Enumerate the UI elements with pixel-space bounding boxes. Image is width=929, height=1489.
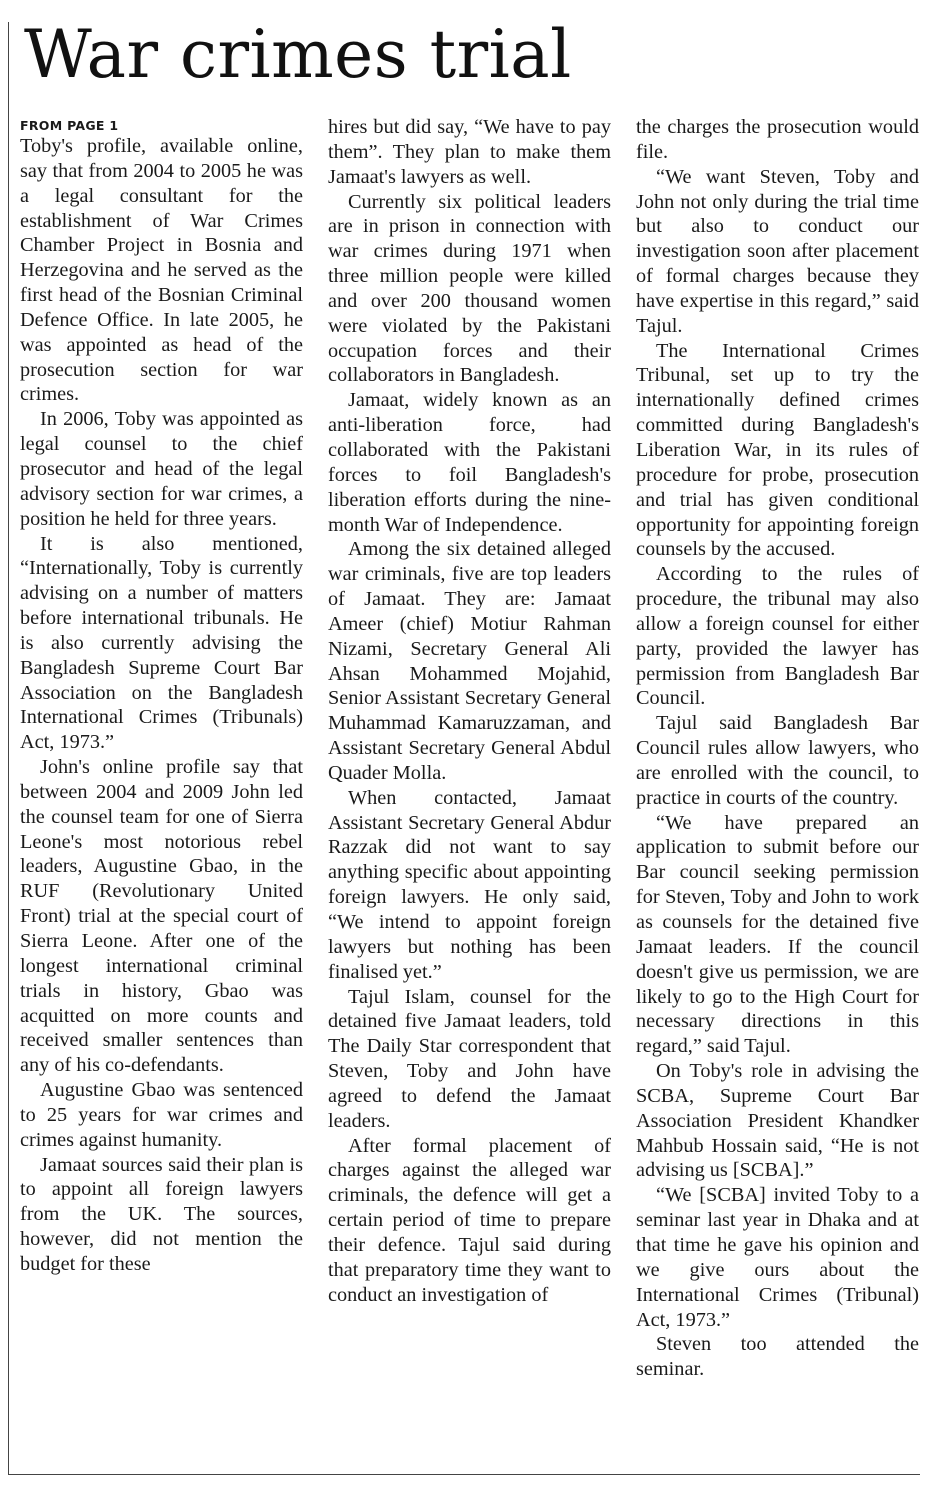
paragraph: Toby's profile, available online, say that from 2004 to 2005 he was a legal consultant for the establishment of War Crimes Chamber Project in Bosnia and Herzegovina and he served as the first head of the Bosnian Criminal Defence Office. In late 2005, he was appointed as head of the prosecution section for war crimes. — [20, 135, 303, 406]
paragraph: The International Crimes Tribunal, set up to try the internationally defined crimes committed during Bangladesh's Liberation War, in its rules of procedure for probe, prosecution and trial has given conditional opportunity for appointing foreign counsels by the accused. — [636, 339, 919, 561]
paragraph: After formal placement of charges against the alleged war criminals, the defence will get a certain period of time to prepare their defence. Tajul said during that preparatory time they want to conduct an investigation of — [328, 1134, 611, 1306]
paragraph: It is also mentioned, “Internationally, Toby is currently advising on a number of matters before international tribunals. He is also currently advising the Bangladesh Supreme Court Bar Association on the Bangladesh International Crimes (Tribunals) Act, 1973.” — [20, 532, 303, 754]
paragraph: Augustine Gbao was sentenced to 25 years for war crimes and crimes against humanity. — [20, 1079, 303, 1151]
paragraph: Steven too attended the seminar. — [636, 1333, 919, 1381]
paragraph: Tajul said Bangladesh Bar Council rules allow lawyers, who are enrolled with the council, to practice in courts of the country. — [636, 712, 919, 809]
paragraph: “We [SCBA] invited Toby to a seminar last year in Dhaka and at that time he gave his opinion and we give ours about the International Crimes (Tribunal) Act, 1973.” — [636, 1184, 919, 1331]
article-column-1 — [20, 114, 303, 1472]
paragraph: “We have prepared an application to submit before our Bar council seeking permission for Steven, Toby and John to work as counsels for the detained five Jamaat leaders. If the council doesn't give us permission, we are likely to go to the High Court for necessary directions in this regard,” said Tajul. — [636, 811, 919, 1058]
paragraph: “We want Steven, Toby and John not only during the trial time but also to conduct our investigation soon after placement of formal charges because they have expertise in this regard,” said Tajul. — [636, 165, 919, 337]
headline: War crimes trial — [24, 16, 572, 93]
paragraph: In 2006, Toby was appointed as legal counsel to the chief prosecutor and head of the legal advisory section for war crimes, a position he held for three years. — [20, 408, 303, 530]
paragraph: hires but did say, “We have to pay them”. They plan to make them Jamaat's lawyers as well. — [328, 116, 611, 188]
bottom-rule — [8, 1474, 920, 1475]
paragraph: According to the rules of procedure, the tribunal may also allow a foreign counsel for either party, provided the lawyer has permission from Bangladesh Bar Council. — [636, 563, 919, 710]
paragraph: On Toby's role in advising the SCBA, Supreme Court Bar Association President Khandker Mahbub Hossain said, “He is not advising us [SCBA].” — [636, 1060, 919, 1182]
paragraph: Tajul Islam, counsel for the detained five Jamaat leaders, told The Daily Star correspondent that Steven, Toby and John have agreed to defend the Jamaat leaders. — [328, 985, 611, 1132]
paragraph: John's online profile say that between 2004 and 2009 John led the counsel team for one of Sierra Leone's most notorious rebel leaders, Augustine Gbao, in the RUF (Revolutionary United Front) trial at the special court of Sierra Leone. After one of the longest international criminal trials in history, Gbao was acquitted on more counts and received smaller sentences than any of his co-defendants. — [20, 756, 303, 1077]
paragraph: Currently six political leaders are in prison in connection with war crimes during 1971 when three million people were killed and over 200 thousand women were violated by the Pakistani occupation forces and their collaborators in Bangladesh. — [328, 190, 611, 387]
article-column-2 — [328, 115, 611, 1473]
paragraph: When contacted, Jamaat Assistant Secretary General Abdur Razzak did not want to say anything specific about appointing foreign lawyers. He only said, “We intend to appoint foreign lawyers but nothing has been finalised yet.” — [328, 786, 611, 983]
paragraph: Jamaat sources said their plan is to appoint all foreign lawyers from the UK. The sources, however, did not mention the budget for these — [20, 1153, 303, 1275]
continued-from-label: FROM PAGE 1 — [20, 118, 119, 133]
paragraph: the charges the prosecution would file. — [636, 116, 919, 163]
paragraph: Among the six detained alleged war criminals, five are top leaders of Jamaat. They are: Jamaat Ameer (chief) Motiur Rahman Nizami, Secretary General Ali Ahsan Mohammed Mojahid, Senior Assistant Secretary General Muhammad Kamaruzzaman, and Assistant Secretary General Abdul Quader Molla. — [328, 538, 611, 784]
left-column-rule — [8, 22, 9, 1474]
paragraph: Jamaat, widely known as an anti-liberation force, had collaborated with the Pakistani forces to foil Bangladesh's liberation efforts during the nine-month War of Independence. — [328, 389, 611, 536]
article-column-3 — [636, 115, 919, 1473]
